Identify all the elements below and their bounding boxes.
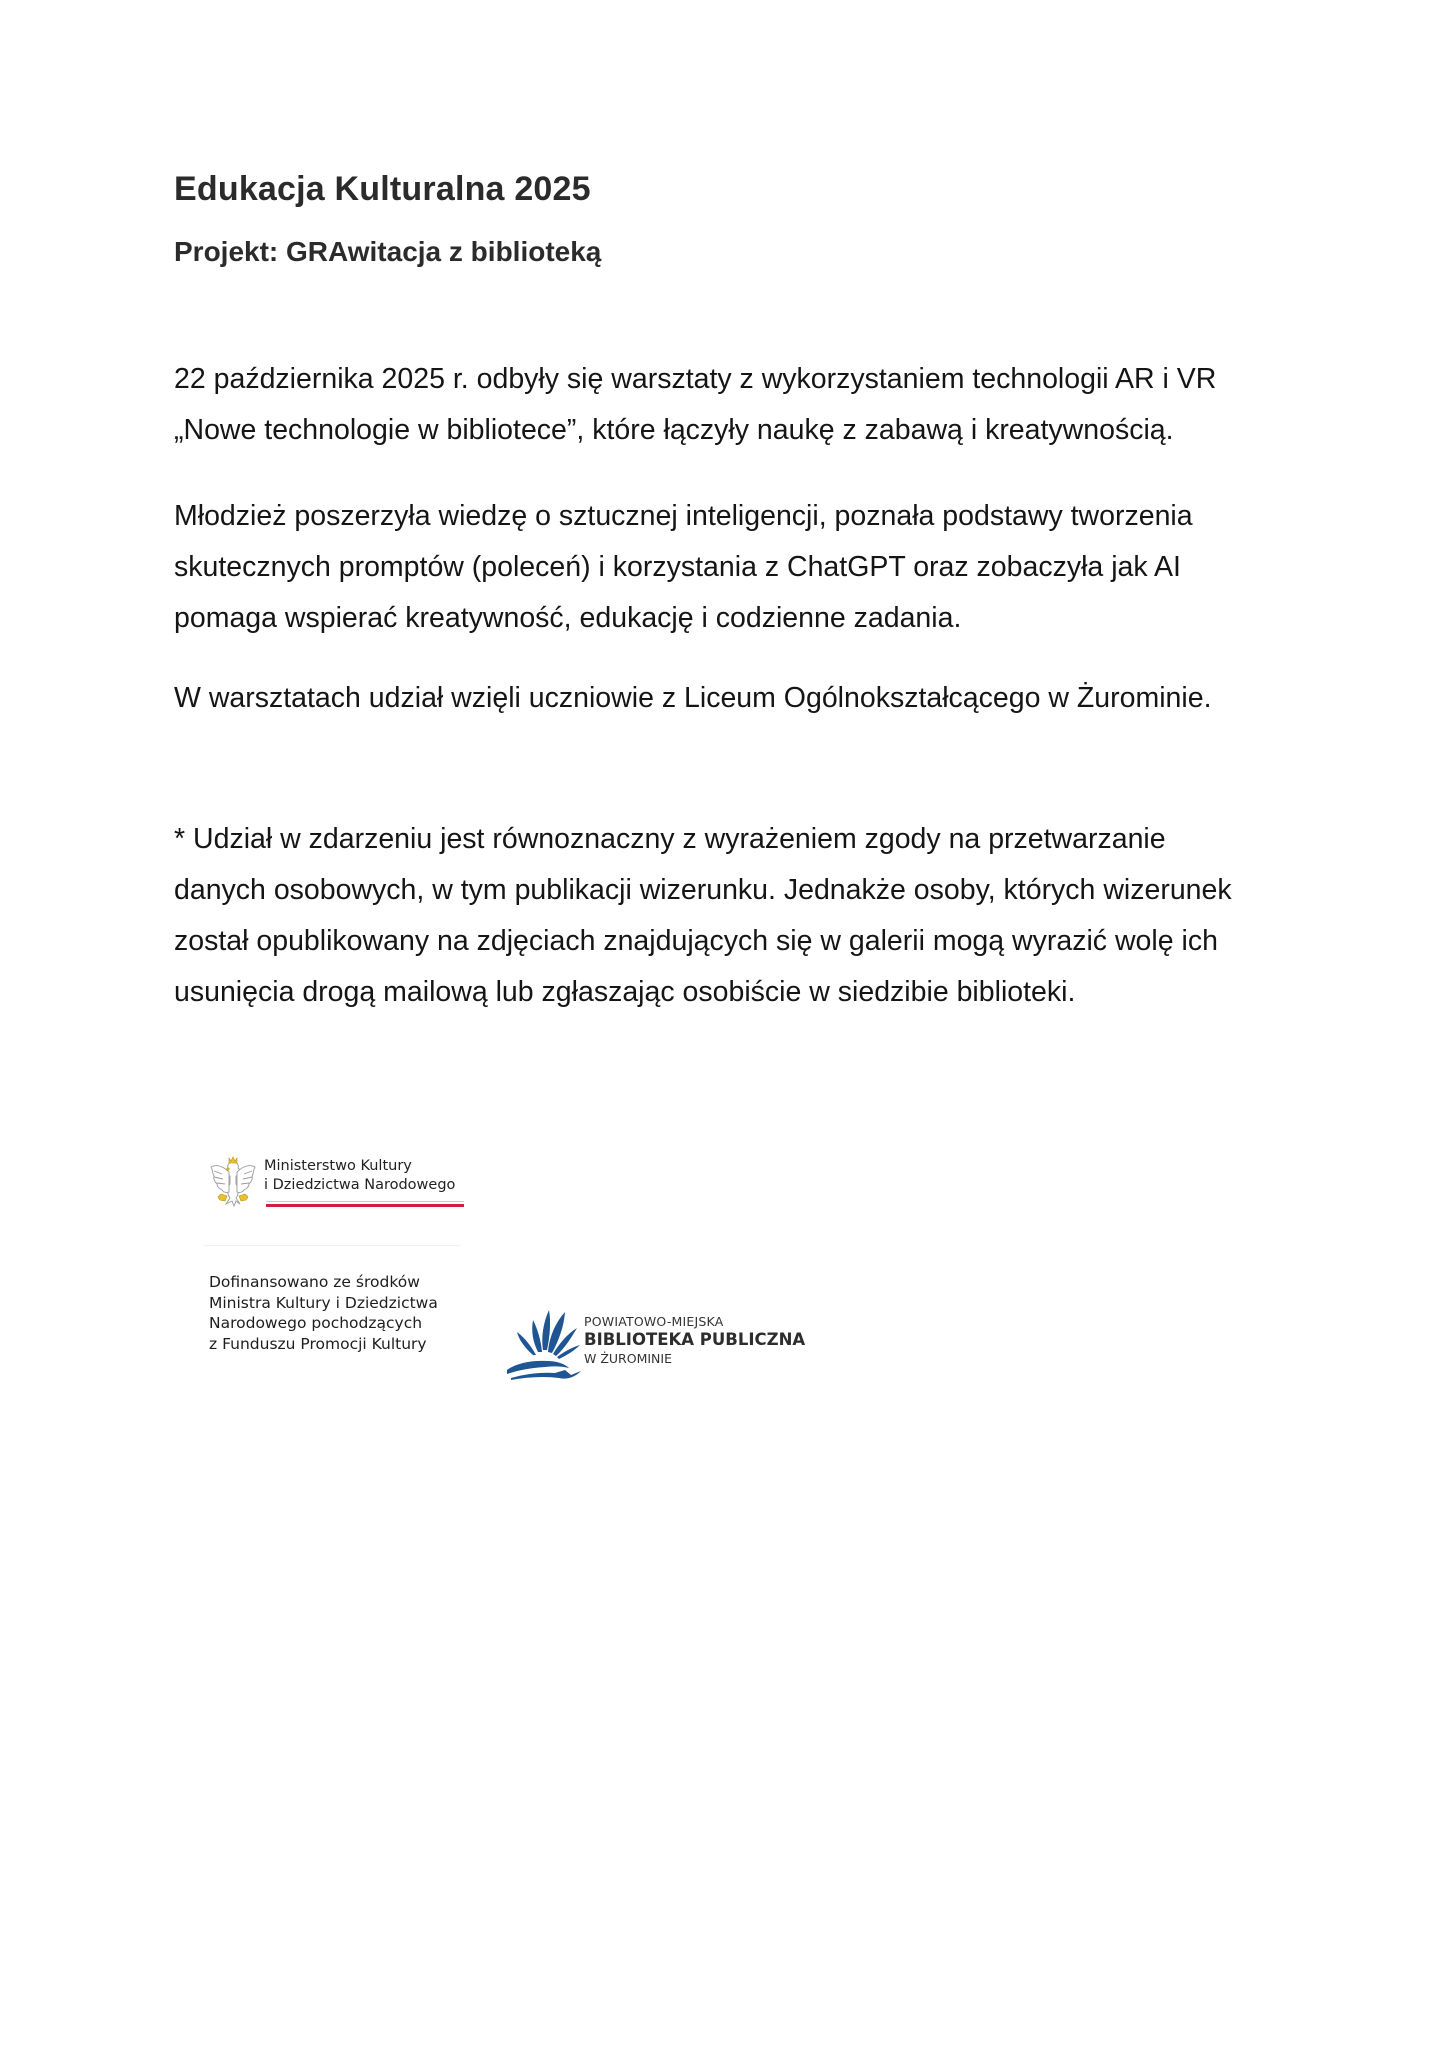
document-title: Edukacja Kulturalna 2025 xyxy=(174,170,591,208)
library-type: POWIATOWO-MIEJSKA xyxy=(584,1314,724,1329)
text-line: pomaga wspierać kreatywność, edukację i codzienne zadania. xyxy=(174,602,962,634)
logo-divider xyxy=(204,1245,460,1246)
paragraph-workshop-date xyxy=(174,354,1216,456)
funding-line: Narodowego pochodzących xyxy=(209,1314,423,1332)
library-logo xyxy=(505,1298,825,1383)
text-line: usunięcia drogą mailową lub zgłaszając osobiście w siedzibie biblioteki. xyxy=(174,976,1076,1008)
text-line: * Udział w zdarzeniu jest równoznaczny z wyrażeniem zgody na przetwarzanie xyxy=(174,823,1166,855)
flag-stripe-red xyxy=(266,1204,464,1207)
ministry-logo xyxy=(208,1150,464,1220)
ministry-name xyxy=(264,1157,455,1195)
paragraph-privacy-notice xyxy=(174,814,1232,1018)
text-line: W warsztatach udział wzięli uczniowie z Liceum Ogólnokształcącego w Żurominie. xyxy=(174,682,1212,714)
paragraph-participants xyxy=(174,673,1212,724)
text-line: Młodzież poszerzyła wiedzę o sztucznej inteligencji, poznała podstawy tworzenia xyxy=(174,500,1193,532)
funding-line: Dofinansowano ze środków xyxy=(209,1273,420,1291)
text-line: skutecznych promptów (poleceń) i korzystania z ChatGPT oraz zobaczyła jak AI xyxy=(174,551,1181,583)
ministry-name-line: Ministerstwo Kultury xyxy=(264,1158,412,1174)
funding-line: Ministra Kultury i Dziedzictwa xyxy=(209,1293,438,1312)
library-location: W ŻUROMINIE xyxy=(584,1351,672,1366)
funding-note xyxy=(209,1272,438,1354)
paragraph-ai-knowledge xyxy=(174,491,1193,644)
text-line: danych osobowych, w tym publikacji wizerunku. Jednakże osoby, których wizerunek xyxy=(174,874,1232,906)
ministry-name-line: i Dziedzictwa Narodowego xyxy=(264,1177,456,1193)
polish-eagle-icon xyxy=(208,1154,258,1210)
text-line: „Nowe technologie w bibliotece”, które łączyły naukę z zabawą i kreatywnością. xyxy=(174,414,1174,446)
library-name: BIBLIOTEKA PUBLICZNA xyxy=(584,1330,806,1349)
text-line: 22 października 2025 r. odbyły się warsztaty z wykorzystaniem technologii AR i VR xyxy=(174,363,1217,395)
project-subtitle: Projekt: GRAwitacja z biblioteką xyxy=(174,236,602,267)
funding-line: z Funduszu Promocji Kultury xyxy=(209,1334,427,1353)
flag-stripe-white xyxy=(266,1201,464,1202)
text-line: został opublikowany na zdjęciach znajdujących się w galerii mogą wyrazić wolę ich xyxy=(174,925,1218,957)
